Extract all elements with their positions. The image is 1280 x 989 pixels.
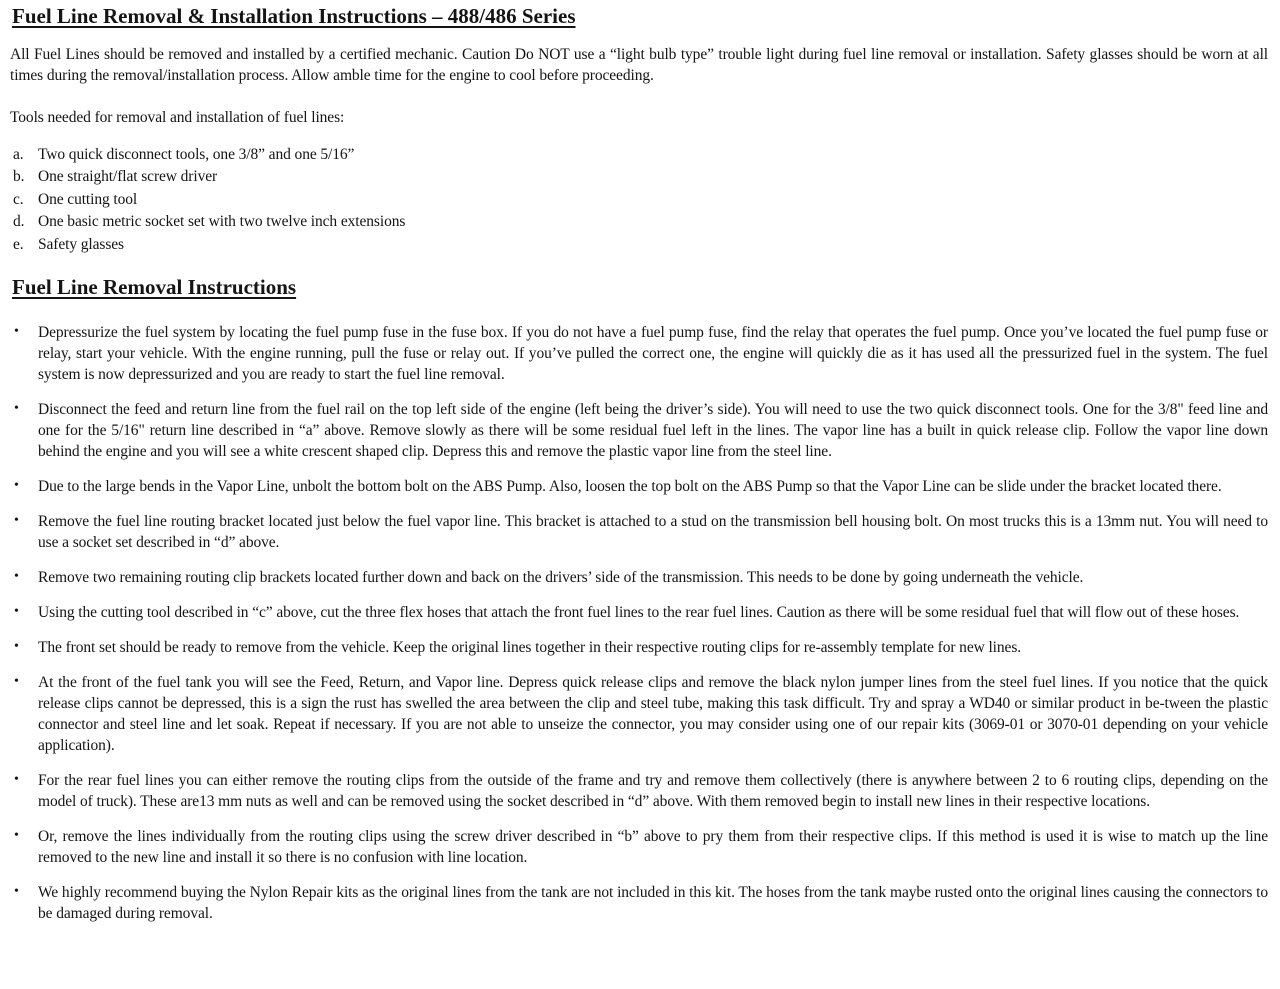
list-letter: b. [13,168,25,186]
step-text: Using the cutting tool described in “c” above, cut the three flex hoses that attach the front fuel lines to the rear fuel lines. Caution as there will be some residual fuel that will flow out of these hoses. [38,604,1240,622]
step-text: We highly recommend buying the Nylon Repair kits as the original lines from the tank are not included in this kit. The hoses from the tank maybe rusted onto the original lines causing the connectors to be damaged during removal. [38,884,1268,923]
bullet-marker: • [14,324,19,340]
list-item [10,322,1268,385]
list-item [10,144,1268,166]
bullet-marker: • [14,639,19,655]
bullet-marker: • [14,401,19,417]
list-item [10,770,1268,812]
list-item [10,166,1268,188]
list-item [10,567,1268,588]
bullet-marker: • [14,828,19,844]
section-heading [12,274,1268,300]
tools-list [10,144,1268,256]
bullet-marker: • [14,513,19,529]
list-letter: c. [13,190,24,208]
list-item [10,826,1268,868]
list-item [10,234,1268,256]
bullet-marker: • [14,478,19,494]
step-text: Or, remove the lines individually from the routing clips using the screw driver described in “b” above to pry them from their respective clips. If this method is used it is wise to match up the line removed to the new line and install it so there is no confusion with line location. [38,828,1268,867]
step-text: The front set should be ready to remove from the vehicle. Keep the original lines together in their respective routing clips for re-assembly template for new lines. [38,639,1022,657]
list-text: One cutting tool [38,190,138,208]
page-title [12,3,1268,29]
step-text: At the front of the fuel tank you will see the Feed, Return, and Vapor line. Depress quick release clips and remove the black nylon jumper lines from the steel fuel lines. If you notice that the quick release clips cannot be depressed, this is a sign the rust has swelled the area between the clip and steel tube, making this task difficult. Try and spray a WD40 or similar product in be-tween the plastic connector and steel line and let soak. Repeat if necessary. If you are not able to unseize the connector, you may consider using one of our repair kits (3069-01 or 3070-01 depending on your vehicle application). [38,674,1268,755]
list-item [10,189,1268,211]
step-text: Due to the large bends in the Vapor Line, unbolt the bottom bolt on the ABS Pump. Also, loosen the top bolt on the ABS Pump so that the Vapor Line can be slide under the bracket located there. [38,478,1222,496]
list-text: One straight/flat screw driver [38,168,218,186]
steps-list [10,322,1268,924]
bullet-marker: • [14,674,19,690]
step-text: Depressurize the fuel system by locating the fuel pump fuse in the fuse box. If you do not have a fuel pump fuse, find the relay that operates the fuel pump. Once you’ve located the fuel pump fuse or relay, start your vehicle. With the engine running, pull the fuse or relay out. If you’ve pulled the correct one, the engine will quickly die as it has used all the pressurized fuel in the system. The fuel system is now depressurized and you are ready to start the fuel line removal. [38,324,1268,384]
bullet-marker: • [14,772,19,788]
bullet-marker: • [14,569,19,585]
list-text: Safety glasses [38,235,124,253]
list-item [10,882,1268,924]
step-text: Remove the fuel line routing bracket located just below the fuel vapor line. This bracket is attached to a stud on the transmission bell housing bolt. On most trucks this is a 13mm nut. You will need to use a socket set described in “d” above. [38,513,1268,552]
tools-intro: Tools needed for removal and installation of fuel lines: [10,109,345,126]
list-item [10,602,1268,623]
list-item [10,476,1268,497]
list-letter: e. [13,235,24,253]
section-heading-text: Fuel Line Removal Instructions [12,275,297,300]
step-text: Remove two remaining routing clip brackets located further down and back on the drivers’ side of the transmission. This needs to be done by going underneath the vehicle. [38,569,1084,587]
list-item [10,399,1268,462]
list-item [10,637,1268,658]
list-item [10,211,1268,233]
intro-paragraph: All Fuel Lines should be removed and installed by a certified mechanic. Caution Do NOT use a “light bulb type” trouble light during fuel line removal or installation. Safety glasses should be worn at all times during the removal/installation process. Allow amble time for the engine to cool before proceeding. [10,46,1268,84]
step-text: For the rear fuel lines you can either remove the routing clips from the outside of the frame and try and remove them collectively (there is anywhere between 2 to 6 routing clips, depending on the model of truck). These are13 mm nuts as well and can be removed using the socket described in “d” above. With them removed begin to install new lines in their respective locations. [38,772,1268,811]
bullet-marker: • [14,604,19,620]
list-item [10,511,1268,553]
list-text: Two quick disconnect tools, one 3/8” and one 5/16” [38,146,355,163]
page-title-text: Fuel Line Removal & Installation Instructions – 488/486 Series [12,4,576,28]
list-text: One basic metric socket set with two twelve inch extensions [38,213,406,231]
list-letter: a. [13,146,24,163]
list-letter: d. [13,213,25,231]
bullet-marker: • [14,884,19,900]
list-item [10,672,1268,756]
step-text: Disconnect the feed and return line from the fuel rail on the top left side of the engine (left being the driver’s side). You will need to use the two quick disconnect tools. One for the 3/8" feed line and one for the 5/16" return line described in “a” above. Remove slowly as there will be some residual fuel left in the lines. The vapor line has a built in quick release clip. Follow the vapor line down behind the engine and you will see a white crescent shaped clip. Depress this and remove the plastic vapor line from the steel line. [38,401,1268,461]
